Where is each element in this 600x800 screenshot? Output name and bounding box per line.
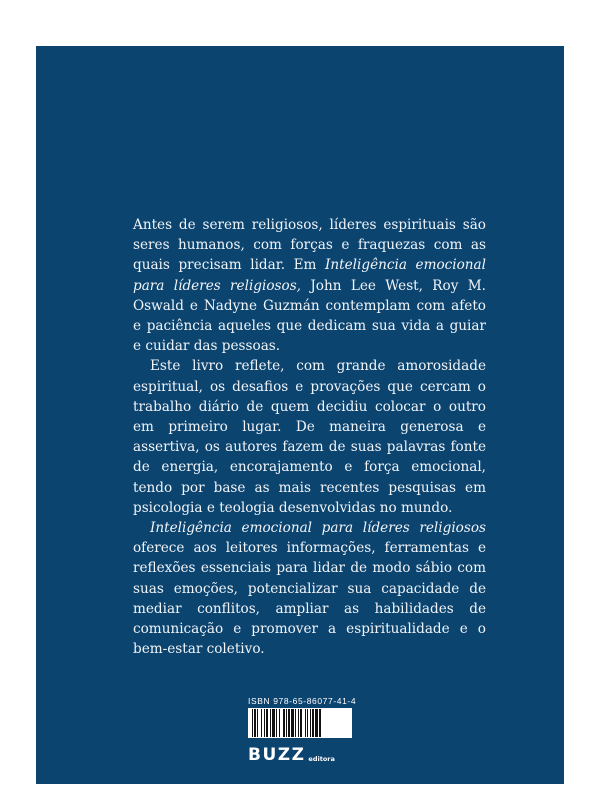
barcode-bar — [291, 709, 294, 737]
barcode-bar — [305, 709, 306, 737]
barcode-bar — [312, 709, 314, 737]
blurb-paragraph-3 — [133, 518, 486, 659]
publisher-name: BUZZ — [248, 745, 306, 765]
barcode-bar — [315, 709, 318, 737]
blurb-paragraph-1 — [133, 215, 486, 356]
barcode-bar — [279, 709, 280, 737]
blurb-text — [133, 215, 486, 659]
barcode-bar — [288, 709, 290, 737]
blurb-paragraph-2: Este livro reflete, com grande amorosidade espiritual, os desafios e provações que cercam o trabalho diário de quem decidiu colocar o outro em primeiro lugar. De maneira generosa e assertiva, os autores fazem de suas palavras fonte de energia, encorajamento e força emocional, tendo por base as mais recentes pesquisas em psicologia e teologia desenvolvidas no mundo. — [133, 358, 486, 516]
publisher-sub: editora — [308, 755, 335, 763]
barcode-bar — [307, 709, 308, 737]
barcode-bar — [300, 709, 302, 737]
barcode-bar — [261, 709, 262, 737]
blurb-p3-text: oferece aos leitores informações, ferramentas e reflexões essenciais para lidar de modo sábio com suas emoções, potencializar sua capacidade de mediar conflitos, ampliar as habilidades de comunicação e promover a espiritualidade e o bem-estar coletivo. — [133, 540, 486, 658]
barcode — [248, 708, 352, 738]
barcode-bar — [310, 709, 311, 737]
publisher-logo — [248, 746, 335, 764]
blurb-p1-text-b: John Lee West, Roy M. Oswald e Nadyne Guzmán contemplam com afeto e paciência aqueles que dedicam sua vida a guiar e cuidar das pessoas. — [133, 277, 486, 355]
barcode-bar — [298, 709, 299, 737]
barcode-bar — [270, 709, 271, 737]
barcode-bar — [295, 709, 296, 737]
barcode-graphic — [248, 708, 352, 738]
barcode-bar — [252, 709, 253, 737]
book-title-italic: Inteligência emocional para líderes religiosos — [150, 520, 486, 537]
barcode-bar — [266, 709, 268, 737]
book-title-italic: Inteligência emocional para líderes religiosos, — [133, 257, 486, 294]
isbn-label: ISBN 978-65-86077-41-4 — [248, 696, 357, 706]
blurb-p1-text-a: Antes de serem religiosos, líderes espirituais são seres humanos, com forças e fraquezas com as quais precisam lidar. Em — [133, 217, 486, 274]
barcode-bar — [254, 709, 256, 737]
barcode-bar — [283, 709, 285, 737]
barcode-bar — [264, 709, 265, 737]
barcode-bar — [257, 709, 258, 737]
barcode-bar — [319, 709, 321, 737]
barcode-bar — [286, 709, 287, 737]
barcode-bar — [276, 709, 277, 737]
barcode-bar — [272, 709, 275, 737]
back-cover — [36, 46, 564, 784]
